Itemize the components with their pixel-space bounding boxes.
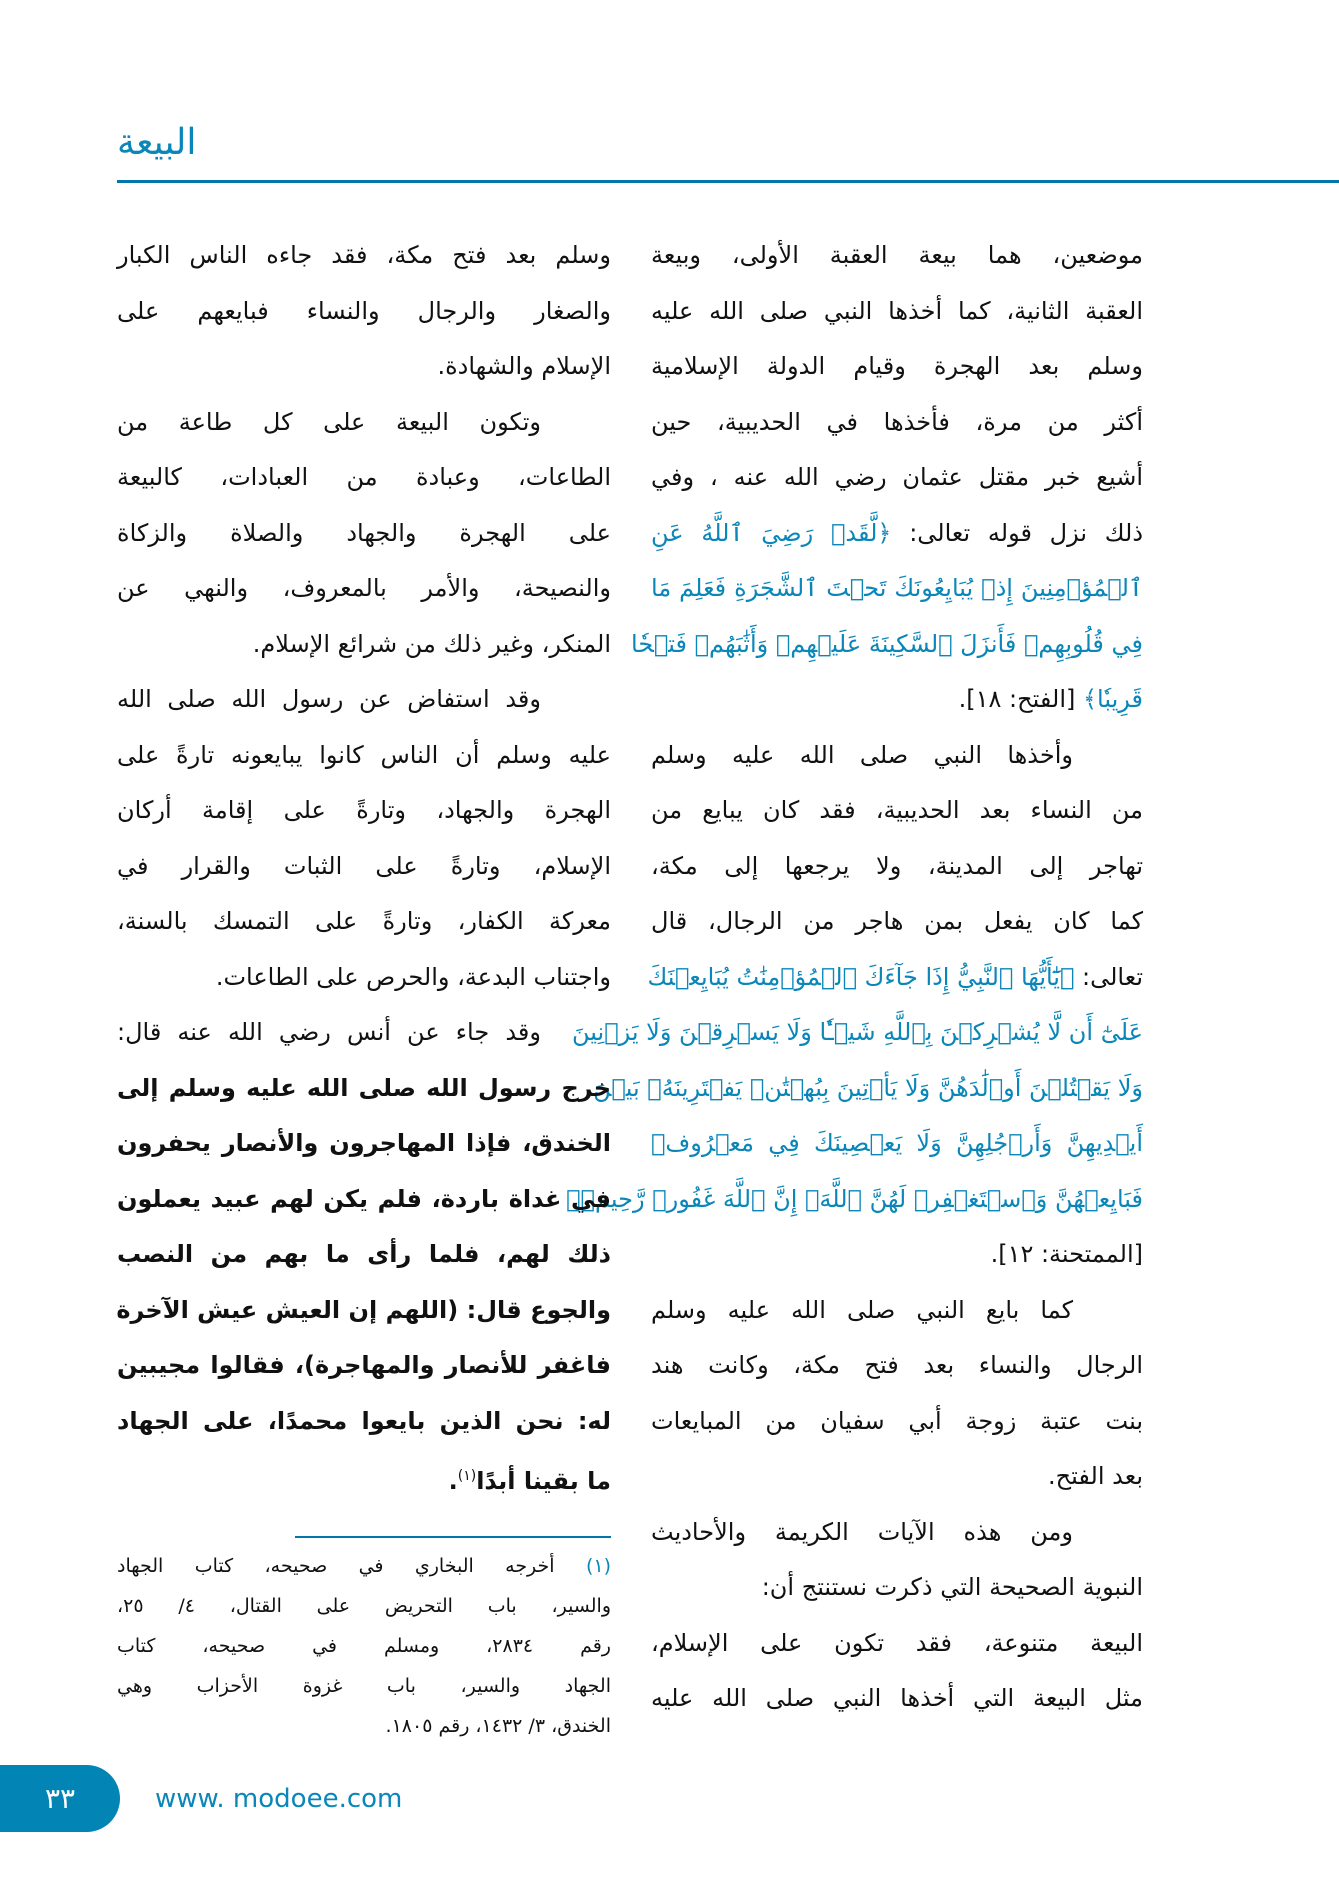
text-segment: . [448,1467,458,1495]
text-line [117,288,611,344]
text-line [651,676,1143,732]
quran-verse-text: قَرِيبٗا﴾ [1082,685,1143,713]
text-line [651,732,1143,788]
quran-verse-text: أَيۡدِيهِنَّ وَأَرۡجُلِهِنَّ وَلَا يَعۡصِينَكَ فِي مَعۡرُوفٖ [651,1129,1143,1157]
text-line [117,1398,611,1454]
text-segment: كما كان يفعل بمن هاجر من الرجال، قال [651,907,1143,935]
text-line [117,1231,611,1287]
page-number: ٣٣ [44,1782,76,1815]
text-line [651,399,1143,455]
footnote-marker: (١) [585,1555,612,1577]
text-segment: الإسلام والشهادة. [437,352,611,380]
text-line [117,510,611,566]
text-segment: فاغفر للأنصار والمهاجرة)، فقالوا مجيبين [117,1351,611,1379]
text-segment: وقد استفاض عن رسول الله صلى الله [117,685,541,713]
text-line [117,843,611,899]
text-line [117,1120,611,1176]
text-line [117,1176,611,1232]
text-line [651,1620,1143,1676]
text-line [651,343,1143,399]
text-segment: كما بايع النبي صلى الله عليه وسلم [651,1295,1073,1324]
text-line [651,1287,1143,1343]
text-segment: وقد جاء عن أنس رضي الله عنه قال: [117,1018,541,1046]
text-segment: في غداة باردة، فلم يكن لهم عبيد يعملون [117,1184,611,1213]
quran-verse-text: ﴿يَٰٓأَيُّهَا ٱلنَّبِيُّ إِذَا جَآءَكَ ٱلۡمُؤۡمِنَٰتُ يُبَايِعۡنَكَ [647,962,1075,991]
text-line [651,1675,1143,1731]
footnote-line [117,1668,611,1708]
text-segment: ومن هذه الآيات الكريمة والأحاديث [651,1517,1073,1546]
footnote-line [117,1628,611,1668]
footnote-separator [295,1536,611,1538]
text-line [117,232,611,288]
text-segment: من النساء بعد الحديبية، فقد كان يبايع من [651,796,1143,824]
page-number-badge [0,1765,120,1832]
quran-verse-text: عَلَىٰٓ أَن لَّا يُشۡرِكۡنَ بِٱللَّهِ شَيۡـٔٗا وَلَا يَسۡرِقۡنَ وَلَا يَزۡنِينَ [572,1018,1143,1046]
text-segment: على الهجرة والجهاد والصلاة والزكاة [117,518,611,547]
text-segment: أشيع خبر مقتل عثمان رضي الله عنه ، وفي [651,463,1143,491]
footnote-text: الخندق، ٣/ ١٤٣٢، رقم ١٨٠٥. [385,1715,611,1737]
text-segment: الإسلام، وتارةً على الثبات والقرار في [117,851,611,880]
header-rule [117,180,1339,183]
text-segment: والنصيحة، والأمر بالمعروف، والنهي عن [117,574,611,602]
footnote-text: والسير، باب التحريض على القتال، ٤/ ٢٥، [117,1595,611,1617]
footnote-line [117,1548,611,1588]
footnote-text: الجهاد والسير، باب غزوة الأحزاب وهي [117,1675,611,1697]
text-segment: تعالى: [1074,962,1143,991]
footnote-reference[interactable]: (١) [457,1468,477,1484]
text-segment: والجوع قال: (اللهم إن العيش عيش الآخرة [116,1295,611,1324]
text-line [651,787,1143,843]
text-segment: بنت عتبة زوجة أبي سفيان من المبايعات [651,1406,1143,1435]
text-segment: العقبة الثانية، كما أخذها النبي صلى الله عليه [651,296,1143,325]
text-segment: واجتناب البدعة، والحرص على الطاعات. [215,962,611,991]
text-line [117,1342,611,1398]
quran-verse-text: فَبَايِعۡهُنَّ وَٱسۡتَغۡفِرۡ لَهُنَّ ٱللَّهَۚ إِنَّ ٱللَّهَ غَفُورٞ رَّحِيمٞ﴾ [566,1184,1143,1213]
footnote-line [117,1708,611,1748]
text-line [117,621,611,677]
text-segment: الهجرة والجهاد، وتارةً على إقامة أركان [117,796,611,824]
text-line [651,1398,1143,1454]
text-line [651,232,1143,288]
text-segment: وسلم بعد الهجرة وقيام الدولة الإسلامية [651,352,1143,380]
text-line [117,454,611,510]
footnote-text: رقم ٢٨٣٤، ومسلم في صحيحه، كتاب [117,1635,611,1657]
text-segment: النبوية الصحيحة التي ذكرت نستنتج أن: [761,1573,1143,1601]
text-segment: البيعة متنوعة، فقد تكون على الإسلام، [651,1628,1143,1657]
text-line [117,732,611,788]
text-line [117,898,611,954]
footnote-line [117,1588,611,1628]
text-line [651,288,1143,344]
text-line [651,1453,1143,1509]
text-line [651,1231,1143,1287]
text-segment: ما بقينا أبدًا [476,1467,611,1495]
text-line [117,787,611,843]
text-segment: وأخذها النبي صلى الله عليه وسلم [651,740,1073,769]
text-line [117,954,611,1010]
quran-verse-text: ﴿لَّقَدۡ رَضِيَ ٱللَّهُ عَنِ [651,518,892,547]
quran-verse-text: ٱلۡمُؤۡمِنِينَ إِذۡ يُبَايِعُونَكَ تَحۡتَ ٱلشَّجَرَةِ فَعَلِمَ مَا [651,574,1143,602]
text-line [593,1065,1143,1121]
text-line [651,1564,1143,1620]
quran-verse-text: فِي قُلُوبِهِمۡ فَأَنزَلَ ٱلسَّكِينَةَ عَلَيۡهِمۡ وَأَثَٰبَهُمۡ فَتۡحٗا [631,629,1143,658]
text-line [117,1009,611,1065]
text-line [117,565,611,621]
text-line [566,1176,1143,1232]
text-segment: له: نحن الذين بايعوا محمدًا، على الجهاد [117,1406,611,1435]
text-segment: وسلم بعد فتح مكة، فقد جاءه الناس الكبار [117,241,611,269]
chapter-title: البيعة [117,122,197,163]
text-segment: المنكر، وغير ذلك من شرائع الإسلام. [252,629,611,658]
quran-verse-text: وَلَا يَقۡتُلۡنَ أَوۡلَٰدَهُنَّ وَلَا يَأۡتِينَ بِبُهۡتَٰنٖ يَفۡتَرِينَهُۥ بَيۡنَ [593,1073,1143,1102]
right-text-column [566,232,1144,1731]
text-line [651,898,1143,954]
text-segment: أكثر من مرة، فأخذها في الحديبية، حين [651,407,1143,436]
website-link[interactable]: www. modoee.com [155,1784,403,1814]
text-line [651,843,1143,899]
text-segment: مثل البيعة التي أخذها النبي صلى الله عليه [651,1684,1143,1712]
text-segment: عليه وسلم أن الناس كانوا يبايعونه تارةً على [117,740,611,769]
text-segment: معركة الكفار، وتارةً على التمسك بالسنة، [117,907,611,935]
text-line [651,1509,1143,1565]
text-line [117,1287,611,1343]
footnote [117,1548,611,1748]
text-line [651,454,1143,510]
text-line [117,1453,611,1509]
text-segment: خرج رسول الله صلى الله عليه وسلم إلى [117,1073,611,1102]
text-segment: وتكون البيعة على كل طاعة من [117,407,541,436]
text-segment: موضعين، هما بيعة العقبة الأولى، وبيعة [651,241,1143,269]
text-line [651,565,1143,621]
text-line [572,1009,1143,1065]
text-segment: ذلك نزل قوله تعالى: [891,518,1144,547]
text-segment: [الممتحنة: ١٢]. [990,1240,1143,1268]
text-line [651,510,1143,566]
text-line [651,1120,1143,1176]
text-line [647,954,1143,1010]
text-segment: والصغار والرجال والنساء فبايعهم على [117,296,611,325]
text-line [631,621,1143,677]
footnote-text: أخرجه البخاري في صحيحه، كتاب الجهاد [117,1555,555,1577]
text-line [117,399,611,455]
text-segment: [الفتح: ١٨]. [958,685,1083,713]
text-segment: تهاجر إلى المدينة، ولا يرجعها إلى مكة، [651,851,1143,880]
text-line [117,676,611,732]
text-segment: ذلك لهم، فلما رأى ما بهم من النصب [117,1240,611,1268]
text-line [651,1342,1143,1398]
left-text-column [117,232,611,1509]
text-segment: الخندق، فإذا المهاجرون والأنصار يحفرون [117,1129,611,1157]
text-segment: الرجال والنساء بعد فتح مكة، وكانت هند [651,1351,1143,1379]
text-line [117,343,611,399]
text-line [117,1065,611,1121]
text-segment: الطاعات، وعبادة من العبادات، كالبيعة [117,463,611,491]
text-segment: بعد الفتح. [1048,1462,1143,1490]
